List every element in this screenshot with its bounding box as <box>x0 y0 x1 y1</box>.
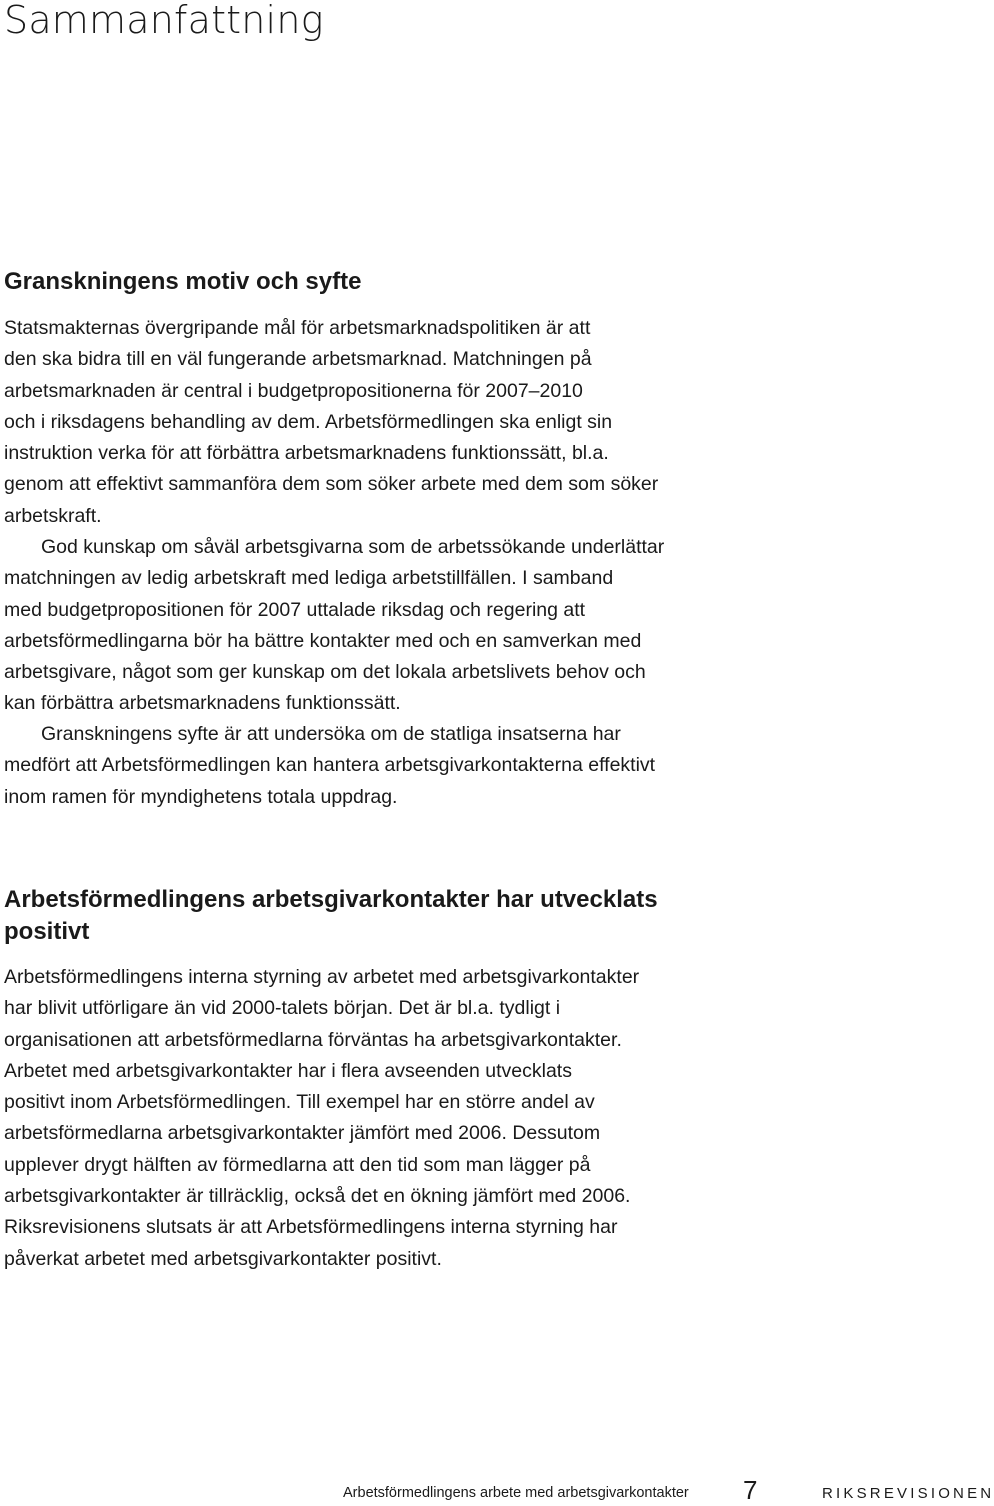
section-heading-motiv: Granskningens motiv och syfte <box>4 268 362 295</box>
paragraph-line: organisationen att arbetsförmedlarna förväntas ha arbetsgivarkontakter. <box>4 1028 622 1051</box>
paragraph-line: har blivit utförligare än vid 2000-talets början. Det är bl.a. tydligt i <box>4 997 561 1020</box>
paragraph-line: positivt inom Arbetsförmedlingen. Till exempel har en större andel av <box>4 1091 595 1114</box>
paragraph-line: påverkat arbetet med arbetsgivarkontakter positivt. <box>4 1247 442 1270</box>
paragraph-line: matchningen av ledig arbetskraft med lediga arbetstillfällen. I samband <box>4 567 614 590</box>
paragraph-4 <box>4 962 744 1275</box>
paragraph-line: inom ramen för myndighetens totala uppdrag. <box>4 785 398 808</box>
paragraph-line: genom att effektivt sammanföra dem som söker arbete med dem som söker <box>4 473 659 496</box>
paragraph-line: upplever drygt hälften av förmedlarna att den tid som man lägger på <box>4 1153 591 1176</box>
paragraph-line: God kunskap om såväl arbetsgivarna som de arbetssökande underlättar <box>41 536 665 558</box>
paragraph-line: arbetsförmedlingarna bör ha bättre kontakter med och en samverkan med <box>4 629 642 652</box>
paragraph-line: arbetskraft. <box>4 504 102 527</box>
paragraph-line: arbetsgivare, något som ger kunskap om det lokala arbetslivets behov och <box>4 661 646 684</box>
paragraph-line: Arbetsförmedlingens interna styrning av arbetet med arbetsgivarkontakter <box>4 966 640 988</box>
running-title: Arbetsförmedlingens arbete med arbetsgivarkontakter <box>343 1485 689 1501</box>
paragraph-line: med budgetpropositionen för 2007 uttalade riksdag och regering att <box>4 598 586 621</box>
paragraph-line: arbetsgivarkontakter är tillräcklig, också det en ökning jämfört med 2006. <box>4 1185 631 1208</box>
paragraph-line: Arbetet med arbetsgivarkontakter har i flera avseenden utvecklats <box>4 1059 572 1082</box>
publisher-name: RIKSREVISIONEN <box>822 1485 994 1502</box>
page-footer <box>0 1475 994 1505</box>
paragraph-line: och i riksdagens behandling av dem. Arbetsförmedlingen ska enligt sin <box>4 410 613 433</box>
paragraph-3 <box>4 719 744 813</box>
page-number: 7 <box>743 1475 758 1505</box>
paragraph-line: Statsmakternas övergripande mål för arbetsmarknadspolitiken är att <box>4 317 591 339</box>
paragraph-1 <box>4 313 744 532</box>
paragraph-line: Granskningens syfte är att undersöka om de statliga insatserna har <box>41 723 621 745</box>
paragraph-line: instruktion verka för att förbättra arbetsmarknadens funktionssätt, bl.a. <box>4 442 609 465</box>
paragraph-line: medfört att Arbetsförmedlingen kan hantera arbetsgivarkontakterna effektivt <box>4 754 656 777</box>
section-heading-utvecklats <box>4 884 744 948</box>
paragraph-line: arbetsmarknaden är central i budgetpropositionerna för 2007–2010 <box>4 379 583 402</box>
heading-line: positivt <box>4 918 90 945</box>
heading-line: Arbetsförmedlingens arbetsgivarkontakter har utvecklats <box>4 886 658 913</box>
paragraph-line: Riksrevisionens slutsats är att Arbetsförmedlingens interna styrning har <box>4 1216 618 1239</box>
paragraph-2 <box>4 532 744 720</box>
paragraph-line: arbetsförmedlarna arbetsgivarkontakter jämfört med 2006. Dessutom <box>4 1122 601 1145</box>
paragraph-line: kan förbättra arbetsmarknadens funktionssätt. <box>4 692 401 715</box>
page-title: Sammanfattning <box>4 0 324 42</box>
paragraph-line: den ska bidra till en väl fungerande arbetsmarknad. Matchningen på <box>4 348 592 371</box>
